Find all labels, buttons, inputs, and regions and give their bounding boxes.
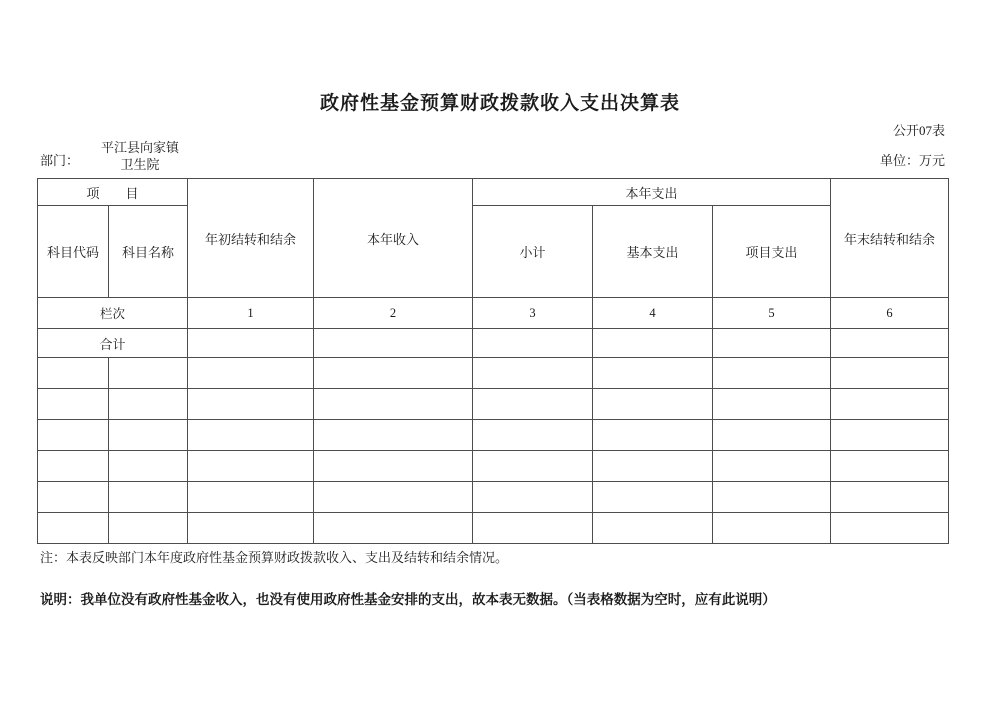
empty-cell — [713, 482, 831, 513]
empty-cell — [109, 420, 188, 451]
empty-cell — [593, 358, 713, 389]
empty-cell — [109, 358, 188, 389]
empty-cell — [188, 451, 314, 482]
empty-cell — [473, 389, 593, 420]
header-basic-expenditure: 基本支出 — [593, 206, 713, 298]
header-row-1 — [38, 179, 949, 206]
empty-cell — [593, 513, 713, 544]
total-cell-3 — [473, 329, 593, 358]
empty-cell — [314, 358, 473, 389]
department-value-line2: 卫生院 — [120, 157, 160, 172]
empty-cell — [713, 513, 831, 544]
empty-cell — [188, 513, 314, 544]
empty-data-row — [38, 389, 949, 420]
empty-data-row — [38, 420, 949, 451]
total-row-label: 合计 — [38, 329, 188, 358]
empty-cell — [38, 420, 109, 451]
empty-cell — [713, 420, 831, 451]
empty-cell — [831, 358, 949, 389]
empty-cell — [188, 482, 314, 513]
empty-cell — [473, 482, 593, 513]
empty-cell — [831, 420, 949, 451]
header-beginning-balance: 年初结转和结余 — [188, 179, 314, 298]
column-index-label: 栏次 — [38, 298, 188, 329]
column-index-6: 6 — [831, 298, 949, 329]
empty-cell — [109, 451, 188, 482]
total-cell-2 — [314, 329, 473, 358]
department-value — [80, 139, 200, 173]
empty-cell — [473, 513, 593, 544]
header-project-expenditure: 项目支出 — [713, 206, 831, 298]
empty-cell — [713, 451, 831, 482]
empty-data-row — [38, 482, 949, 513]
empty-data-row — [38, 358, 949, 389]
column-index-3: 3 — [473, 298, 593, 329]
empty-cell — [38, 389, 109, 420]
header-subject-code: 科目代码 — [38, 206, 109, 298]
empty-cell — [188, 358, 314, 389]
empty-cell — [109, 389, 188, 420]
empty-cell — [593, 482, 713, 513]
table-code: 公开07表 — [892, 123, 945, 138]
header-current-income: 本年收入 — [314, 179, 473, 298]
empty-data-row — [38, 451, 949, 482]
total-cell-4 — [593, 329, 713, 358]
empty-cell — [593, 451, 713, 482]
empty-cell — [188, 389, 314, 420]
column-index-5: 5 — [713, 298, 831, 329]
header-item-group: 项 目 — [38, 179, 188, 206]
empty-cell — [38, 358, 109, 389]
total-row — [38, 329, 949, 358]
explanation-text: 说明：我单位没有政府性基金收入，也没有使用政府性基金安排的支出，故本表无数据。（当表格数据为空时，应有此说明） — [40, 592, 776, 607]
total-cell-5 — [713, 329, 831, 358]
empty-cell — [593, 389, 713, 420]
department-label: 部门： — [40, 153, 80, 168]
empty-cell — [831, 513, 949, 544]
column-index-2: 2 — [314, 298, 473, 329]
empty-data-row — [38, 513, 949, 544]
empty-cell — [314, 451, 473, 482]
empty-cell — [109, 513, 188, 544]
header-row-2 — [38, 206, 949, 298]
empty-cell — [188, 420, 314, 451]
empty-cell — [831, 482, 949, 513]
header-year-end-balance: 年末结转和结余 — [831, 179, 949, 298]
empty-cell — [831, 451, 949, 482]
empty-cell — [314, 420, 473, 451]
empty-cell — [473, 358, 593, 389]
column-index-1: 1 — [188, 298, 314, 329]
empty-cell — [713, 358, 831, 389]
header-subtotal: 小计 — [473, 206, 593, 298]
empty-cell — [38, 513, 109, 544]
note-text: 注：本表反映部门本年度政府性基金预算财政拨款收入、支出及结转和结余情况。 — [40, 550, 509, 565]
empty-cell — [314, 482, 473, 513]
empty-cell — [473, 451, 593, 482]
page-title: 政府性基金预算财政拨款收入支出决算表 — [319, 93, 680, 114]
unit-label: 单位：万元 — [879, 153, 945, 168]
empty-cell — [109, 482, 188, 513]
column-index-row — [38, 298, 949, 329]
department-value-line1: 平江县向家镇 — [100, 140, 179, 155]
total-cell-6 — [831, 329, 949, 358]
empty-cell — [38, 451, 109, 482]
empty-cell — [314, 513, 473, 544]
empty-cell — [593, 420, 713, 451]
empty-cell — [314, 389, 473, 420]
header-current-expenditure: 本年支出 — [473, 179, 831, 206]
empty-cell — [38, 482, 109, 513]
budget-table — [37, 178, 949, 544]
empty-cell — [473, 420, 593, 451]
column-index-4: 4 — [593, 298, 713, 329]
empty-cell — [831, 389, 949, 420]
header-subject-name: 科目名称 — [109, 206, 188, 298]
empty-cell — [713, 389, 831, 420]
total-cell-1 — [188, 329, 314, 358]
